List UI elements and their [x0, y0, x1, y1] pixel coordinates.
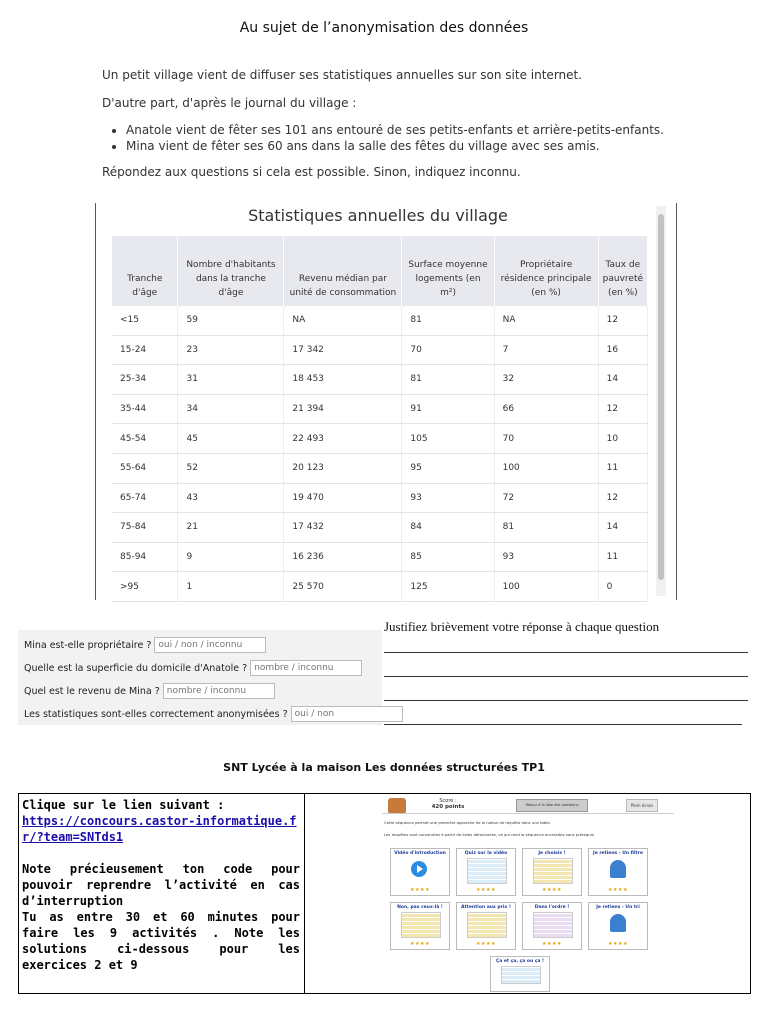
- cell-inhabitants: 9: [178, 542, 284, 572]
- cell-income: 16 236: [284, 542, 402, 572]
- table-icon: [501, 966, 541, 984]
- cell-owner: 66: [494, 394, 598, 424]
- card-title: Je choisis !: [538, 851, 566, 856]
- cell-surface: 125: [402, 572, 494, 602]
- header-poverty: Taux de pauvreté (en %): [598, 236, 647, 306]
- quiz-list-icon: [467, 858, 507, 884]
- cell-surface: 70: [402, 335, 494, 365]
- answer-line[interactable]: [384, 700, 748, 701]
- cell-owner: 93: [494, 542, 598, 572]
- intro-bullet-list: [106, 122, 664, 154]
- card-stars: ★★★★: [608, 941, 628, 947]
- cell-income: 25 570: [284, 572, 402, 602]
- card-ca-et-ca[interactable]: [490, 956, 550, 992]
- cell-income: 19 470: [284, 483, 402, 513]
- question-label: Mina est-elle propriétaire ?: [24, 639, 152, 651]
- back-to-list-button[interactable]: Retour à la liste des questions: [516, 799, 588, 812]
- castor-link[interactable]: https://concours.castor-informatique.fr/?team=SNTds1: [22, 814, 297, 844]
- table-row: [112, 306, 648, 335]
- cell-poverty: 12: [598, 394, 647, 424]
- header-age: Tranche d'âge: [112, 236, 178, 306]
- castor-description-2: Les requêtes sont construites à partir de listes déroulantes, ce qui rend la séquence accessible sans prérequis.: [384, 832, 595, 837]
- income-answer-input[interactable]: [163, 683, 275, 699]
- cell-owner: NA: [494, 306, 598, 335]
- bullet-mina: • Mina vient de fêter ses 60 ans dans la salle des fêtes du village avec ses amis.: [126, 138, 664, 154]
- cell-surface: 91: [402, 394, 494, 424]
- cell-owner: 100: [494, 572, 598, 602]
- intro-paragraph-3: Répondez aux questions si cela est possible. Sinon, indiquez inconnu.: [102, 165, 521, 179]
- justify-instruction: Justifiez brièvement votre réponse à chaque question: [384, 619, 660, 634]
- cell-owner: 81: [494, 513, 598, 543]
- cell-inhabitants: 45: [178, 424, 284, 454]
- cell-age: 85-94: [112, 542, 178, 572]
- cell-surface: 93: [402, 483, 494, 513]
- header-inhabitants: Nombre d'habitants dans la tranche d'âge: [178, 236, 284, 306]
- card-je-retiens-filtre[interactable]: [588, 848, 648, 896]
- play-icon: [411, 861, 427, 877]
- score-label: Score :: [439, 798, 457, 804]
- table-row: [112, 453, 648, 483]
- cell-income: 17 432: [284, 513, 402, 543]
- cell-income: 22 493: [284, 424, 402, 454]
- card-title: Je retiens - Un tri: [596, 905, 640, 910]
- cell-poverty: 14: [598, 365, 647, 395]
- cell-poverty: 12: [598, 306, 647, 335]
- table-row: [112, 424, 648, 454]
- card-je-retiens-tri[interactable]: [588, 902, 648, 950]
- card-video-intro[interactable]: [390, 848, 450, 896]
- card-je-choisis[interactable]: [522, 848, 582, 896]
- card-title: Ça et ça, ça ou ça !: [495, 959, 545, 964]
- card-title: Non, pas ceux-là !: [397, 905, 443, 910]
- cell-owner: 72: [494, 483, 598, 513]
- card-stars: ★★★★: [476, 941, 496, 947]
- activity-table-divider: [304, 793, 305, 994]
- instruction-note: Note précieusement ton code pour pouvoir reprendre l’activité en cas d’interruption: [22, 862, 300, 908]
- table-scrollbar-thumb[interactable]: [658, 214, 664, 580]
- instruction-line-1: Clique sur le lien suivant :: [22, 798, 225, 812]
- stats-body: [112, 306, 648, 601]
- card-dans-lordre[interactable]: [522, 902, 582, 950]
- cell-inhabitants: 43: [178, 483, 284, 513]
- cell-owner: 70: [494, 424, 598, 454]
- cell-surface: 81: [402, 306, 494, 335]
- question-label: Quel est le revenu de Mina ?: [24, 685, 160, 697]
- cell-inhabitants: 52: [178, 453, 284, 483]
- cell-surface: 85: [402, 542, 494, 572]
- cell-poverty: 12: [598, 483, 647, 513]
- castor-description-1: Cette séquence permet une première approche de la notion de requête dans une table.: [384, 820, 551, 825]
- card-title: Quiz sur la vidéo: [464, 851, 508, 856]
- cell-surface: 84: [402, 513, 494, 543]
- table-row: [112, 542, 648, 572]
- table-row: [112, 513, 648, 543]
- card-stars: ★★★★: [542, 941, 562, 947]
- cell-income: 18 453: [284, 365, 402, 395]
- cell-age: 75-84: [112, 513, 178, 543]
- table-row: [112, 572, 648, 602]
- table-icon: [401, 912, 441, 938]
- answer-line[interactable]: [384, 676, 748, 677]
- question-label: Quelle est la superficie du domicile d'Anatole ?: [24, 662, 248, 674]
- cell-surface: 81: [402, 365, 494, 395]
- instruction-time: Tu as entre 30 et 60 minutes pour faire les 9 activités . Note les solutions ci-dessous pour les exercices 2 et 9: [22, 910, 300, 972]
- table-icon: [533, 858, 573, 884]
- cell-owner: 32: [494, 365, 598, 395]
- table-row: [112, 365, 648, 395]
- cell-age: 25-34: [112, 365, 178, 395]
- cell-age: >95: [112, 572, 178, 602]
- cell-surface: 105: [402, 424, 494, 454]
- cell-income: NA: [284, 306, 402, 335]
- header-surface: Surface moyenne logements (en m²): [402, 236, 494, 306]
- stats-header-row: [112, 236, 648, 306]
- stats-table: [112, 236, 648, 602]
- cell-age: <15: [112, 306, 178, 335]
- cell-inhabitants: 23: [178, 335, 284, 365]
- cell-poverty: 0: [598, 572, 647, 602]
- cell-poverty: 10: [598, 424, 647, 454]
- card-stars: ★★★★: [476, 887, 496, 893]
- answer-line[interactable]: [384, 652, 748, 653]
- head-brain-icon: [610, 914, 626, 932]
- card-title: Je retiens - Un filtre: [593, 851, 643, 856]
- cell-inhabitants: 1: [178, 572, 284, 602]
- question-row-owner: [24, 637, 266, 653]
- beaver-logo-icon: [388, 798, 406, 814]
- question-label: Les statistiques sont-elles correctement anonymisées ?: [24, 708, 288, 720]
- owner-answer-input[interactable]: [154, 637, 266, 653]
- cell-inhabitants: 59: [178, 306, 284, 335]
- cell-poverty: 11: [598, 453, 647, 483]
- card-stars: ★★★★: [542, 887, 562, 893]
- cell-age: 55-64: [112, 453, 178, 483]
- question-row-anonymized: [24, 706, 403, 722]
- cell-surface: 95: [402, 453, 494, 483]
- document-title: Au sujet de l’anonymisation des données: [239, 20, 529, 36]
- fullscreen-button[interactable]: Plein écran: [626, 799, 658, 812]
- cell-age: 15-24: [112, 335, 178, 365]
- cell-owner: 7: [494, 335, 598, 365]
- table-row: [112, 335, 648, 365]
- card-title: Vidéo d'introduction: [394, 851, 446, 856]
- cell-income: 21 394: [284, 394, 402, 424]
- cell-poverty: 14: [598, 513, 647, 543]
- castor-header-divider: [382, 813, 674, 814]
- score-value: 420 points: [431, 804, 465, 810]
- table-icon: [467, 912, 507, 938]
- question-row-surface: [24, 660, 362, 676]
- table-row: [112, 394, 648, 424]
- card-stars: ★★★★: [608, 887, 628, 893]
- answer-line[interactable]: [384, 724, 742, 725]
- section-heading: SNT Lycée à la maison Les données structurées TP1: [223, 761, 545, 774]
- card-stars: ★★★★: [410, 941, 430, 947]
- surface-answer-input[interactable]: [250, 660, 362, 676]
- card-quiz-video[interactable]: [456, 848, 516, 896]
- question-row-income: [24, 683, 275, 699]
- card-non-pas-ceux-la[interactable]: [390, 902, 450, 950]
- bullet-anatole: • Anatole vient de fêter ses 101 ans entouré de ses petits-enfants et arrière-petits-enfants.: [126, 122, 664, 138]
- table-icon: [533, 912, 573, 938]
- cell-age: 35-44: [112, 394, 178, 424]
- cell-inhabitants: 21: [178, 513, 284, 543]
- card-title: Attention aux prix !: [461, 905, 511, 910]
- header-income: Revenu médian par unité de consommation: [284, 236, 402, 306]
- castor-screenshot: [382, 796, 674, 992]
- header-owner: Propriétaire résidence principale (en %): [494, 236, 598, 306]
- head-brain-icon: [610, 860, 626, 878]
- cell-income: 17 342: [284, 335, 402, 365]
- cell-owner: 100: [494, 453, 598, 483]
- card-title: Dans l'ordre !: [534, 905, 570, 910]
- table-row: [112, 483, 648, 513]
- cell-poverty: 16: [598, 335, 647, 365]
- cell-poverty: 11: [598, 542, 647, 572]
- cell-income: 20 123: [284, 453, 402, 483]
- cell-age: 65-74: [112, 483, 178, 513]
- cell-age: 45-54: [112, 424, 178, 454]
- anonymized-answer-input[interactable]: [291, 706, 403, 722]
- cell-inhabitants: 34: [178, 394, 284, 424]
- cell-inhabitants: 31: [178, 365, 284, 395]
- activity-instructions: [22, 797, 300, 973]
- stats-title: Statistiques annuelles du village: [248, 206, 508, 225]
- intro-paragraph-1: Un petit village vient de diffuser ses statistiques annuelles sur son site internet.: [102, 68, 583, 82]
- card-stars: ★★★★: [410, 887, 430, 893]
- intro-paragraph-2: D'autre part, d'après le journal du village :: [102, 96, 357, 110]
- card-attention-prix[interactable]: [456, 902, 516, 950]
